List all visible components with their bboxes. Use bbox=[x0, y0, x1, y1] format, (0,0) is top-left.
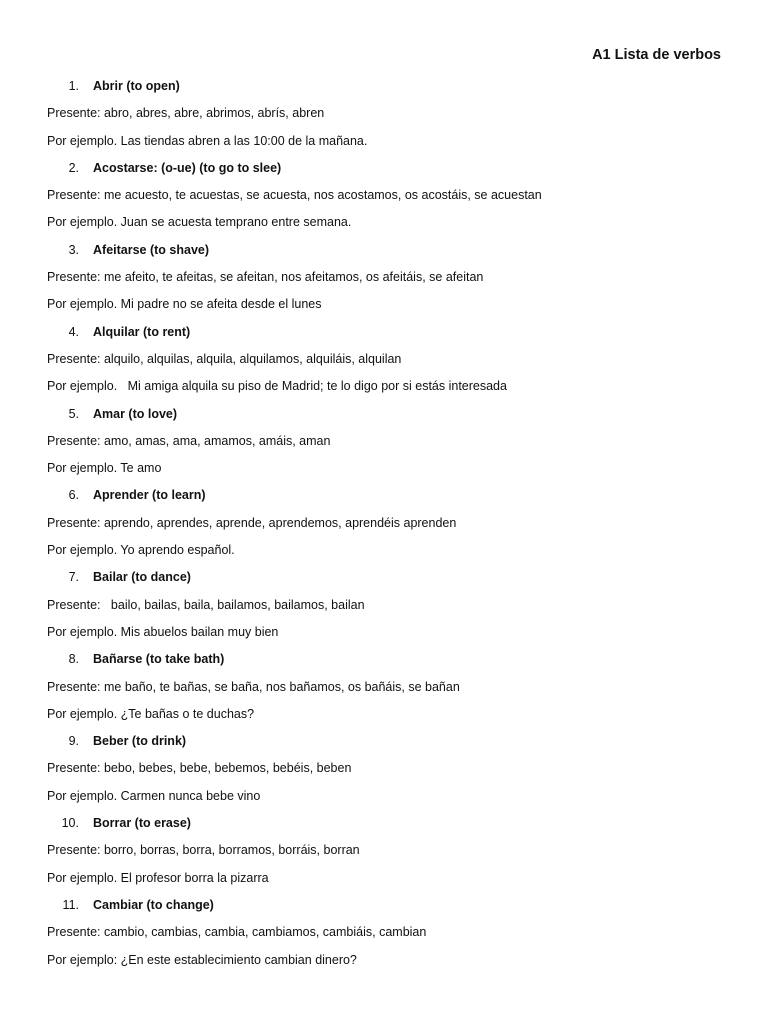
verb-entry bbox=[47, 405, 737, 487]
verb-presente: Presente: alquilo, alquilas, alquila, alquilamos, alquiláis, alquilan bbox=[47, 351, 402, 366]
verb-presente: Presente: borro, borras, borra, borramos, borráis, borran bbox=[47, 843, 360, 858]
verb-title: Amar (to love) bbox=[93, 406, 178, 421]
verb-entry bbox=[47, 486, 737, 568]
verb-ejemplo: Por ejemplo. Carmen nunca bebe vino bbox=[47, 788, 261, 803]
verb-heading bbox=[47, 77, 737, 104]
verb-ejemplo: Por ejemplo. Mi amiga alquila su piso de Madrid; te lo digo por si estás interesada bbox=[47, 379, 507, 394]
verb-presente: Presente: cambio, cambias, cambia, cambiamos, cambiáis, cambian bbox=[47, 925, 427, 940]
verb-ejemplo: Por ejemplo. ¿Te bañas o te duchas? bbox=[47, 706, 255, 721]
verb-title: Bailar (to dance) bbox=[93, 570, 191, 585]
verb-ejemplo: Por ejemplo. Las tiendas abren a las 10:00 de la mañana. bbox=[47, 133, 368, 148]
verb-title: Abrir (to open) bbox=[93, 79, 180, 93]
verb-heading bbox=[47, 568, 737, 595]
verb-heading bbox=[47, 159, 737, 186]
verb-presente: Presente: me baño, te bañas, se baña, nos bañamos, os bañáis, se bañan bbox=[47, 679, 460, 694]
verb-heading bbox=[47, 732, 737, 759]
verb-title: Borrar (to erase) bbox=[93, 816, 191, 831]
verb-presente: Presente: me afeito, te afeitas, se afeitan, nos afeitamos, os afeitáis, se afeitan bbox=[47, 270, 484, 285]
verb-title: Alquilar (to rent) bbox=[93, 324, 191, 339]
verb-entry bbox=[47, 896, 737, 978]
verb-title: Afeitarse (to shave) bbox=[93, 242, 210, 257]
verb-heading bbox=[47, 814, 737, 841]
verb-number: 8. bbox=[68, 652, 79, 667]
verb-ejemplo: Por ejemplo. Mis abuelos bailan muy bien bbox=[47, 624, 279, 639]
verb-heading bbox=[47, 650, 737, 677]
verb-presente: Presente: amo, amas, ama, amamos, amáis, aman bbox=[47, 433, 331, 448]
verb-entry bbox=[47, 732, 737, 814]
verb-number: 2. bbox=[68, 160, 79, 175]
verb-number: 9. bbox=[68, 734, 79, 749]
verb-title: Acostarse: (o-ue) (to go to slee) bbox=[93, 160, 282, 175]
verb-ejemplo: Por ejemplo. Yo aprendo español. bbox=[47, 543, 235, 558]
verb-entry bbox=[47, 650, 737, 732]
verb-presente: Presente: bailo, bailas, baila, bailamos, bailamos, bailan bbox=[47, 597, 365, 612]
verb-title: Beber (to drink) bbox=[93, 734, 187, 749]
verb-entry bbox=[47, 814, 737, 896]
verb-heading bbox=[47, 486, 737, 513]
verb-title: Cambiar (to change) bbox=[93, 897, 214, 912]
verb-number: 7. bbox=[68, 570, 79, 585]
verb-list bbox=[47, 77, 737, 978]
verb-number: 5. bbox=[68, 406, 79, 421]
verb-number: 10. bbox=[61, 816, 79, 831]
verb-presente: Presente: abro, abres, abre, abrimos, abrís, abren bbox=[47, 106, 325, 121]
verb-presente: Presente: me acuesto, te acuestas, se acuesta, nos acostamos, os acostáis, se acuestan bbox=[47, 188, 542, 203]
verb-ejemplo: Por ejemplo. Juan se acuesta temprano entre semana. bbox=[47, 215, 352, 230]
verb-entry bbox=[47, 241, 737, 323]
verb-presente: Presente: aprendo, aprendes, aprende, aprendemos, aprendéis aprenden bbox=[47, 515, 457, 530]
verb-ejemplo: Por ejemplo: ¿En este establecimiento cambian dinero? bbox=[47, 952, 357, 967]
verb-presente: Presente: bebo, bebes, bebe, bebemos, bebéis, beben bbox=[47, 761, 352, 776]
verb-entry bbox=[47, 77, 737, 159]
document-title: A1 Lista de verbos bbox=[592, 47, 721, 63]
verb-entry bbox=[47, 323, 737, 405]
verb-number: 11. bbox=[62, 897, 79, 912]
verb-title: Aprender (to learn) bbox=[93, 488, 206, 503]
verb-ejemplo: Por ejemplo. Mi padre no se afeita desde el lunes bbox=[47, 297, 322, 312]
verb-number: 6. bbox=[68, 488, 79, 503]
verb-title: Bañarse (to take bath) bbox=[93, 652, 225, 667]
verb-heading bbox=[47, 896, 737, 923]
verb-heading bbox=[47, 241, 737, 268]
verb-number: 1. bbox=[68, 79, 79, 93]
verb-heading bbox=[47, 405, 737, 432]
verb-number: 3. bbox=[68, 242, 79, 257]
verb-entry bbox=[47, 159, 737, 241]
verb-ejemplo: Por ejemplo. Te amo bbox=[47, 461, 162, 476]
verb-entry bbox=[47, 568, 737, 650]
verb-number: 4. bbox=[68, 324, 79, 339]
verb-ejemplo: Por ejemplo. El profesor borra la pizarra bbox=[47, 870, 269, 885]
verb-heading bbox=[47, 323, 737, 350]
